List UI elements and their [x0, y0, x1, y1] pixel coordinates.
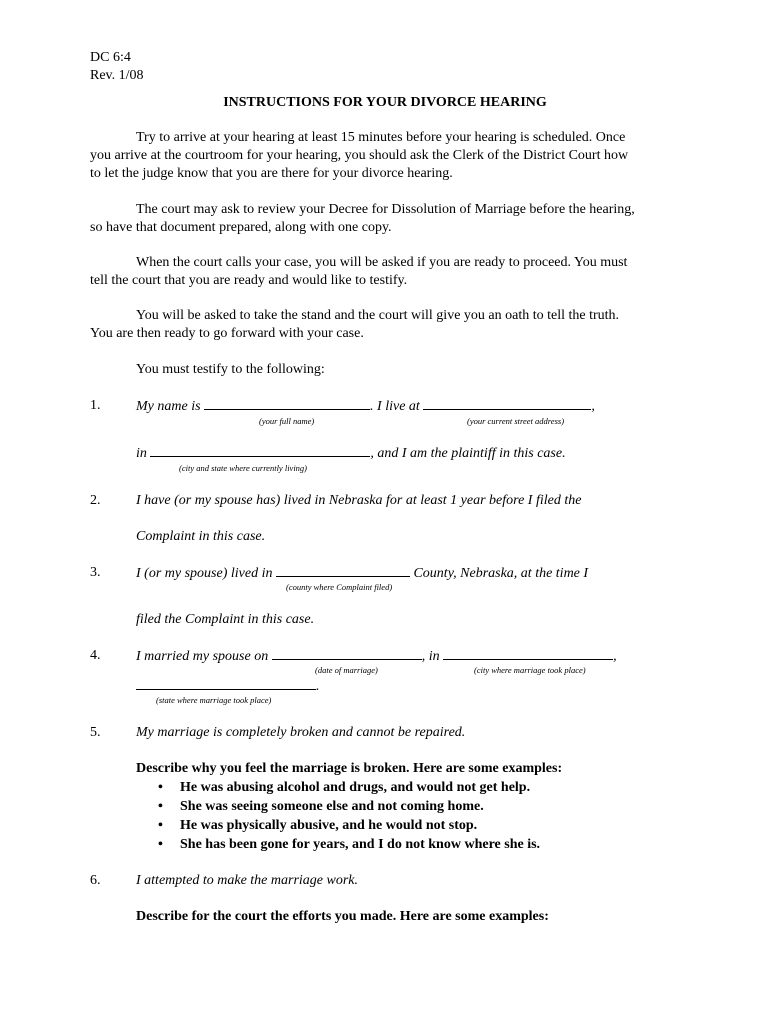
- item-1-line-1: [136, 397, 595, 416]
- street-address-hint: (your current street address): [467, 416, 565, 426]
- item-4-line-2: [136, 677, 320, 696]
- bullet-icon: •: [158, 837, 163, 852]
- county-hint: (county where Complaint filed): [286, 582, 393, 592]
- bullet-icon: •: [158, 780, 163, 795]
- item-1-text-b: . I live at: [370, 399, 420, 414]
- item-3-text-b: County, Nebraska, at the time I: [413, 566, 589, 581]
- item-number: 1.: [90, 398, 101, 413]
- marriage-state-blank[interactable]: [136, 677, 316, 690]
- city-state-hint: (city and state where currently living): [179, 463, 308, 473]
- item-1-in: in: [136, 446, 147, 461]
- paragraph-line: You must testify to the following:: [136, 362, 325, 377]
- marriage-state-hint: (state where marriage took place): [156, 695, 272, 705]
- item-number: 2.: [90, 493, 101, 508]
- paragraph-line: You will be asked to take the stand and the court will give you an oath to tell the truth.: [136, 308, 620, 323]
- item-4-text-d: .: [316, 679, 320, 694]
- list-item: [158, 779, 530, 797]
- full-name-blank[interactable]: [204, 397, 370, 410]
- item-5-text: My marriage is completely broken and cannot be repaired.: [136, 725, 466, 740]
- paragraph-line: so have that document prepared, along with one copy.: [90, 220, 392, 235]
- item-6-text: I attempted to make the marriage work.: [136, 873, 359, 888]
- list-item: [158, 817, 477, 835]
- item-3-text-a: I (or my spouse) lived in: [136, 566, 273, 581]
- paragraph-line: to let the judge know that you are there for your divorce hearing.: [90, 166, 453, 181]
- full-name-hint: (your full name): [259, 416, 315, 426]
- item-2-line-2: Complaint in this case.: [136, 529, 266, 544]
- paragraph-line: Try to arrive at your hearing at least 15 minutes before your hearing is scheduled. Once: [136, 130, 626, 145]
- form-id: DC 6:4: [90, 50, 131, 65]
- item-4-text-b: , in: [421, 649, 440, 664]
- item-number: 3.: [90, 565, 101, 580]
- item-number: 4.: [90, 648, 101, 663]
- paragraph-line: The court may ask to review your Decree for Dissolution of Marriage before the hearing,: [136, 202, 635, 217]
- paragraph-line: When the court calls your case, you will be asked if you are ready to proceed. You must: [136, 255, 628, 270]
- revision-date: Rev. 1/08: [90, 68, 144, 83]
- item-2-line-1: I have (or my spouse has) lived in Nebraska for at least 1 year before I filed the: [136, 493, 582, 508]
- marriage-date-hint: (date of marriage): [315, 665, 378, 675]
- example-text: She has been gone for years, and I do not know where she is.: [180, 837, 541, 852]
- item-number: 6.: [90, 873, 101, 888]
- bullet-icon: •: [158, 799, 163, 814]
- street-address-blank[interactable]: [423, 397, 591, 410]
- item-4-line-1: [136, 647, 617, 666]
- item-3-line-2: filed the Complaint in this case.: [136, 612, 315, 627]
- item-6-describe: Describe for the court the efforts you made. Here are some examples:: [136, 909, 549, 924]
- county-blank[interactable]: [276, 564, 410, 577]
- bullet-icon: •: [158, 818, 163, 833]
- paragraph-line: tell the court that you are ready and would like to testify.: [90, 273, 408, 288]
- list-item: [158, 798, 484, 816]
- item-1-text-c: ,: [591, 399, 595, 414]
- example-text: She was seeing someone else and not coming home.: [180, 799, 484, 814]
- item-3-line-1: [136, 564, 588, 583]
- marriage-date-blank[interactable]: [272, 647, 422, 660]
- marriage-city-hint: (city where marriage took place): [474, 665, 586, 675]
- item-1-text-d: , and I am the plaintiff in this case.: [370, 446, 566, 461]
- paragraph-line: you arrive at the courtroom for your hearing, you should ask the Clerk of the District Court how: [90, 148, 629, 163]
- item-number: 5.: [90, 725, 101, 740]
- example-text: He was physically abusive, and he would not stop.: [180, 818, 478, 833]
- item-1-text-a: My name is: [136, 399, 201, 414]
- item-5-describe: Describe why you feel the marriage is broken. Here are some examples:: [136, 761, 563, 776]
- item-1-line-2: [136, 444, 566, 463]
- marriage-city-blank[interactable]: [443, 647, 613, 660]
- item-4-text-c: ,: [613, 649, 617, 664]
- city-state-blank[interactable]: [150, 444, 370, 457]
- page-title: INSTRUCTIONS FOR YOUR DIVORCE HEARING: [223, 95, 547, 110]
- item-4-text-a: I married my spouse on: [136, 649, 269, 664]
- list-item: [158, 836, 540, 854]
- paragraph-line: You are then ready to go forward with your case.: [90, 326, 364, 341]
- example-text: He was abusing alcohol and drugs, and would not get help.: [180, 780, 531, 795]
